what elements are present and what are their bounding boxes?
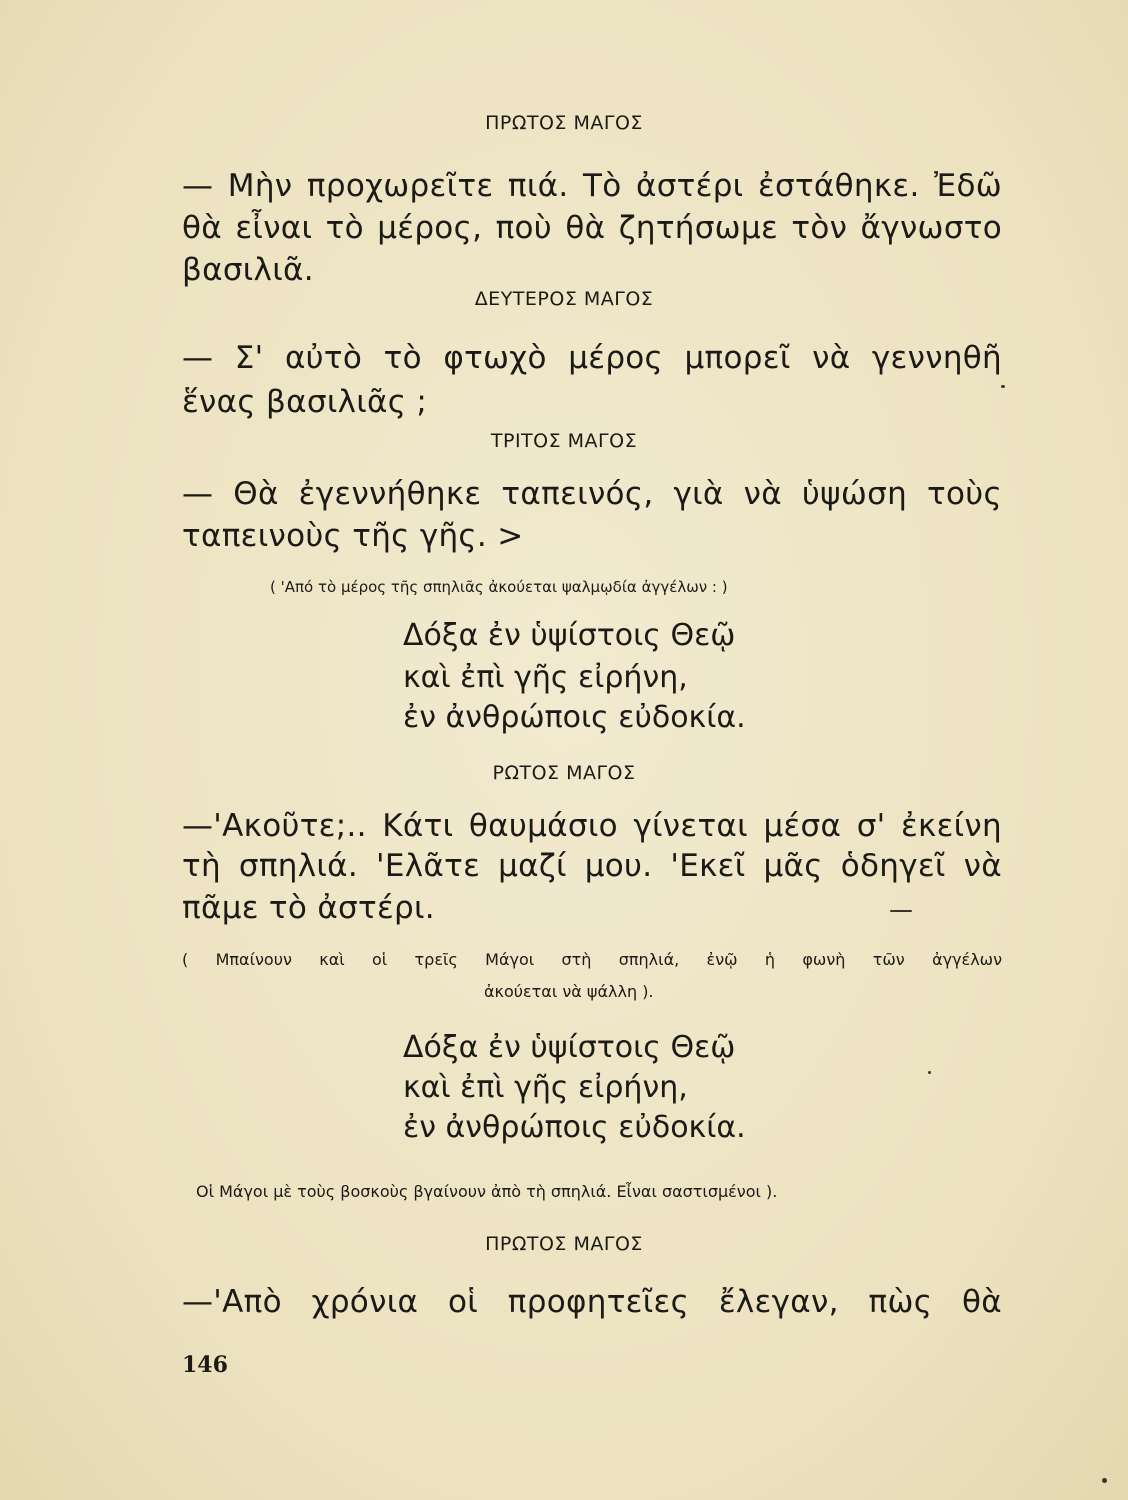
stage-direction: ἀκούεται νὰ ψάλλη ).: [484, 982, 654, 1001]
verse-line: καὶ ἐπὶ γῆς εἰρήνη,: [403, 660, 688, 695]
scan-speck: [890, 910, 912, 912]
scan-speck: [928, 1071, 931, 1074]
dialogue-line: πᾶμε τὸ ἀστέρι.: [182, 890, 435, 926]
dialogue-line: —'Απὸ χρόνια οἱ προφητεῖες ἔλεγαν, πὼς θὰ: [182, 1284, 1002, 1320]
speaker-heading: ΠΡΩΤΟΣ ΜΑΓΟΣ: [485, 112, 643, 134]
speaker-heading: ΡΩΤΟΣ ΜΑΓΟΣ: [492, 762, 636, 784]
dialogue-line: — Μὴν προχωρεῖτε πιά. Τὸ ἀστέρι ἐστάθηκε. Ἐδῶ: [182, 168, 1002, 204]
dialogue-line: βασιλιᾶ.: [182, 252, 314, 288]
dialogue-line: θὰ εἶναι τὸ μέρος, ποὺ θὰ ζητήσωμε τὸν ἄγνωστο: [182, 210, 1002, 246]
verse-line: Δόξα ἐν ὑψίστοις Θεῷ: [403, 618, 736, 653]
stage-direction: ( Μπαίνουν καὶ οἱ τρεῖς Μάγοι στὴ σπηλιά, ἐνῷ ἡ φωνὴ τῶν ἀγγέλων: [182, 950, 1002, 969]
dialogue-line: τὴ σπηλιά. 'Ελᾶτε μαζί μου. 'Εκεῖ μᾶς ὁδηγεῖ νὰ: [182, 848, 1002, 884]
dialogue-line: — Σ' αὐτὸ τὸ φτωχὸ μέρος μπορεῖ νὰ γεννηθῆ: [182, 340, 1002, 376]
speaker-heading: ΔΕΥΤΕΡΟΣ ΜΑΓΟΣ: [474, 288, 654, 310]
dialogue-line: —'Ακοῦτε;.. Κάτι θαυμάσιο γίνεται μέσα σ' ἐκείνη: [182, 808, 1002, 844]
verse-line: ἐν ἀνθρώποις εὐδοκία.: [403, 1110, 746, 1145]
scan-speck: [1001, 385, 1005, 388]
page-number: 146: [182, 1352, 228, 1378]
verse-line: Δόξα ἐν ὑψίστοις Θεῷ: [403, 1030, 736, 1065]
stage-direction: ( 'Από τὸ μέρος τῆς σπηλιᾶς ἀκούεται ψαλμῳδία ἀγγέλων : ): [270, 578, 728, 596]
dialogue-line: ἕνας βασιλιᾶς ;: [182, 384, 428, 420]
scan-speck: [1102, 1478, 1107, 1483]
dialogue-line: — Θὰ ἐγεννήθηκε ταπεινός, γιὰ νὰ ὑψώση τοὺς: [182, 476, 1002, 512]
speaker-heading: ΠΡΩΤΟΣ ΜΑΓΟΣ: [485, 1233, 643, 1255]
verse-line: καὶ ἐπὶ γῆς εἰρήνη,: [403, 1070, 688, 1105]
speaker-heading: ΤΡΙΤΟΣ ΜΑΓΟΣ: [490, 430, 638, 452]
verse-line: ἐν ἀνθρώποις εὐδοκία.: [403, 700, 746, 735]
dialogue-line: ταπεινοὺς τῆς γῆς. >: [182, 518, 524, 554]
stage-direction: Οἱ Μάγοι μὲ τοὺς βοσκοὺς βγαίνουν ἀπὸ τὴ σπηλιά. Εἶναι σαστισμένοι ).: [196, 1182, 778, 1201]
